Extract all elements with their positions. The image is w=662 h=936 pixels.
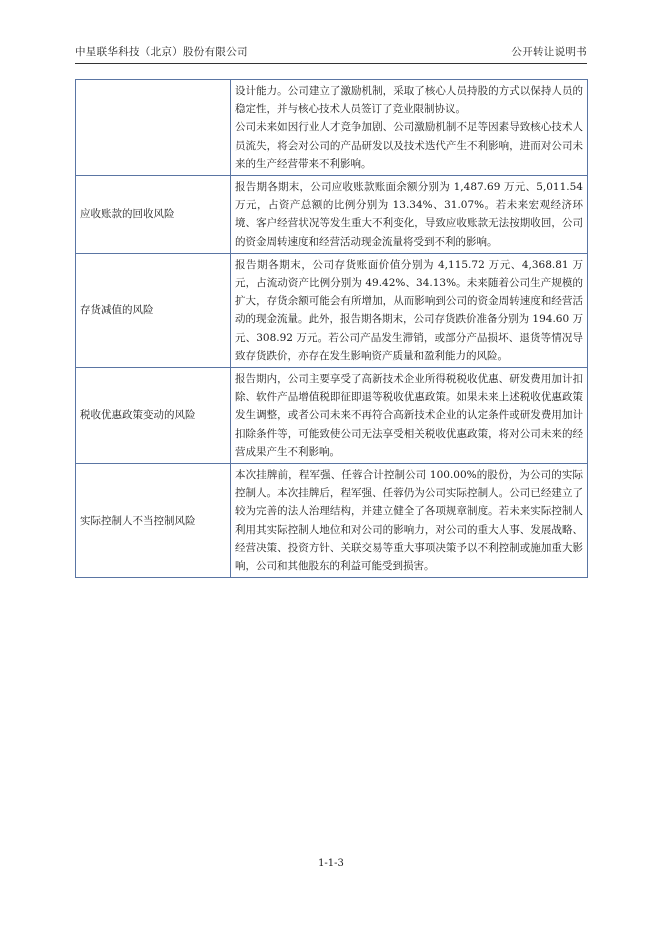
risk-name-cell: 税收优惠政策变动的风险 — [76, 368, 231, 464]
risk-paragraph: 本次挂牌前，程军强、任蓉合计控制公司 100.00%的股份，为公司的实际控制人。本次挂牌后，程军强、任蓉仍为公司实际控制人。公司已经建立了较为完善的法人治理结构，并建立健全了各项规章制度。若未来实际控制人利用其实际控制人地位和对公司的影响力，对公司的重大人事、发展战略、经营决策、投资方针、关联交易等重大事项决策予以不利控制或施加重大影响，公司和其他股东的利益可能受到损害。 — [235, 469, 583, 573]
risk-paragraph: 设计能力。公司建立了激励机制，采取了核心人员持股的方式以保持人员的稳定性，并与核心技术人员签订了竞业限制协议。 — [235, 85, 583, 116]
header-company-name: 中星联华科技（北京）股份有限公司 — [75, 46, 248, 58]
risk-description-cell — [231, 368, 588, 464]
risk-description-cell — [231, 80, 588, 176]
risk-paragraph: 报告期各期末，公司存货账面价值分别为 4,115.72 万元、4,368.81 万元，占流动资产比例分别为 49.42%、34.13%。未来随着公司生产规模的扩大，存货余额可能会有所增加，从而影响到公司的资金周转速度和经营活动的现金流量。此外，报告期各期末，公司存货跌价准备分别为 194.60 万元、308.92 万元。若公司产品发生滞销，或部分产品损坏、退货等情况导致存货跌价，亦存在发生影响资产质量和盈利能力的风险。 — [235, 258, 583, 362]
table-row — [76, 464, 588, 578]
header-divider — [75, 63, 587, 64]
risk-name-cell: 应收账款的回收风险 — [76, 176, 231, 254]
page-number: 1-1-3 — [318, 858, 344, 869]
risk-factors-table — [75, 79, 588, 578]
risk-paragraph: 报告期各期末，公司应收账款账面余额分别为 1,487.69 万元、5,011.54 万元，占资产总额的比例分别为 13.34%、31.07%。若未来宏观经济环境、客户经营状况等发生重大不利变化，导致应收账款无法按期收回，公司的资金周转速度和经营活动现金流量将受到不利的影响。 — [235, 181, 583, 248]
table-row — [76, 368, 588, 464]
risk-name-cell — [76, 80, 231, 176]
risk-paragraph: 报告期内，公司主要享受了高新技术企业所得税税收优惠、研发费用加计扣除、软件产品增值税即征即退等税收优惠政策。如果未来上述税收优惠政策发生调整，或者公司未来不再符合高新技术企业的认定条件或研发费用加计扣除条件等，可能致使公司无法享受相关税收优惠政策，将对公司未来的经营成果产生不利影响。 — [235, 373, 583, 458]
table-row — [76, 80, 588, 176]
header-document-title: 公开转让说明书 — [511, 46, 587, 58]
risk-name-cell: 存货减值的风险 — [76, 253, 231, 367]
risk-description-cell — [231, 464, 588, 578]
table-row — [76, 253, 588, 367]
risk-description-cell — [231, 253, 588, 367]
table-row — [76, 176, 588, 254]
risk-description-cell — [231, 176, 588, 254]
risk-paragraph: 公司未来如因行业人才竞争加剧、公司激励机制不足等因素导致核心技术人员流失，将会对公司的产品研发以及技术迭代产生不利影响，进而对公司未来的生产经营带来不利影响。 — [235, 121, 583, 170]
risk-name-cell: 实际控制人不当控制风险 — [76, 464, 231, 578]
